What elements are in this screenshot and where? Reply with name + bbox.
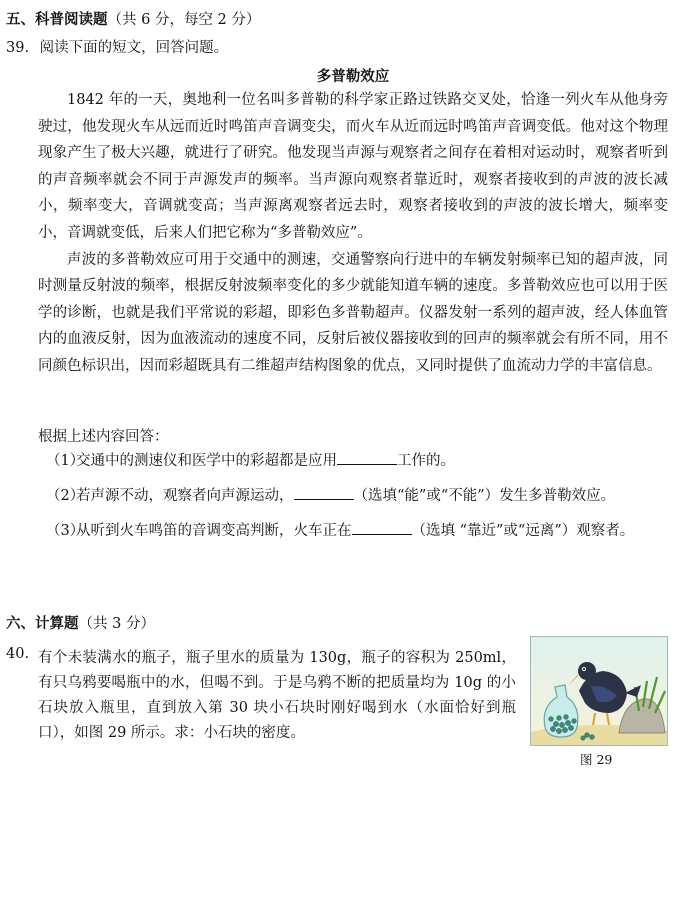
article-paragraph: 1842 年的一天，奥地利一位名叫多普勒的科学家正路过铁路交叉处，恰逢一列火车从他身旁驶过，他发现火车从远而近时鸣笛声音调变尖，而火车从近而远时鸣笛声音调变低。他对这个物理现象产生了极大兴趣，就进行了研究。他发现当声源与观察者之间存在着相对运动时，观察者听到的声音频率就会不同于声源发声的频率。当声源向观察者靠近时，观察者接收到的声波的波长减小，频率变大，音调就变高；当声源离观察者远去时，观察者接收到的声波的波长增大，频率变小，音调就变低，后来人们把它称为“多普勒效应”。 <box>38 92 668 241</box>
subquestion-text: 从听到火车鸣笛的音调变高判断，火车正在 <box>76 523 352 539</box>
subquestion-text: 若声源不动，观察者向声源运动， <box>76 488 294 504</box>
subquestion-label: （3） <box>46 523 85 539</box>
article-paragraph: 声波的多普勒效应可用于交通中的测速，交通警察向行进中的车辆发射频率已知的超声波，同时测量反射波的频率，根据反射波频率变化的多少就能知道车辆的速度。多普勒效应也可以用于医学的诊断，也就是我们平常说的彩超，即彩色多普勒超声。仪器发射一系列的超声波，经人体血管内的血液反射，因为血液流动的速度不同，反射后被仪器接收到的回声的频率就会有所不同，用不同颜色标识出，因而彩超既具有二维超声结构图象的优点，又同时提供了血流动力学的丰富信息。 <box>38 251 668 374</box>
answer-blank[interactable] <box>352 520 412 535</box>
section-5-note: （共 6 分，每空 2 分） <box>107 12 261 28</box>
question-instruction: 阅读下面的短文，回答问题。 <box>39 40 229 56</box>
article-body <box>38 87 668 380</box>
subquestion-2 <box>46 483 670 509</box>
section-5-title: 五、科普阅读题 <box>6 11 108 28</box>
answer-blank[interactable] <box>337 450 397 465</box>
subquestion-text: （选填 “靠近”或“远离”）观察者。 <box>411 523 635 539</box>
question-39-header <box>6 36 228 57</box>
answer-prompt: 根据上述内容回答： <box>38 429 169 445</box>
crow-bottle-illustration <box>530 636 668 746</box>
question-40-text: 有个未装满水的瓶子，瓶子里水的质量为 130g，瓶子的容积为 250ml，有只乌鸦要喝瓶中的水，但喝不到。于是乌鸦不断的把质量均为 10g 的小石块放入瓶里，直到放入第 30 块小石块时刚好喝到水（水面恰好到瓶口），如图 29 所示。求：小石块的密度。 <box>38 650 516 741</box>
subquestion-label: （1） <box>46 453 85 469</box>
section-6-title: 六、计算题 <box>6 615 79 632</box>
question-number: 40. <box>6 646 30 662</box>
article-title: 多普勒效应 <box>316 68 390 85</box>
subquestion-text: （选填“能”或“不能”）发生多普勒效应。 <box>353 488 616 504</box>
answer-blank[interactable] <box>294 485 354 500</box>
section-5-heading <box>6 8 260 29</box>
figure-caption: 图 29 <box>580 752 613 767</box>
subquestion-1 <box>46 448 670 474</box>
subquestion-label: （2） <box>46 488 85 504</box>
question-number: 39. <box>6 40 30 56</box>
subquestion-text: 交通中的测速仪和医学中的彩超都是应用 <box>76 453 337 469</box>
section-6-note: （共 3 分） <box>78 616 155 632</box>
subquestion-3 <box>46 518 670 544</box>
crow-bottle-icon <box>531 637 667 745</box>
section-6-heading <box>6 612 155 633</box>
subquestion-text: 工作的。 <box>397 453 455 469</box>
